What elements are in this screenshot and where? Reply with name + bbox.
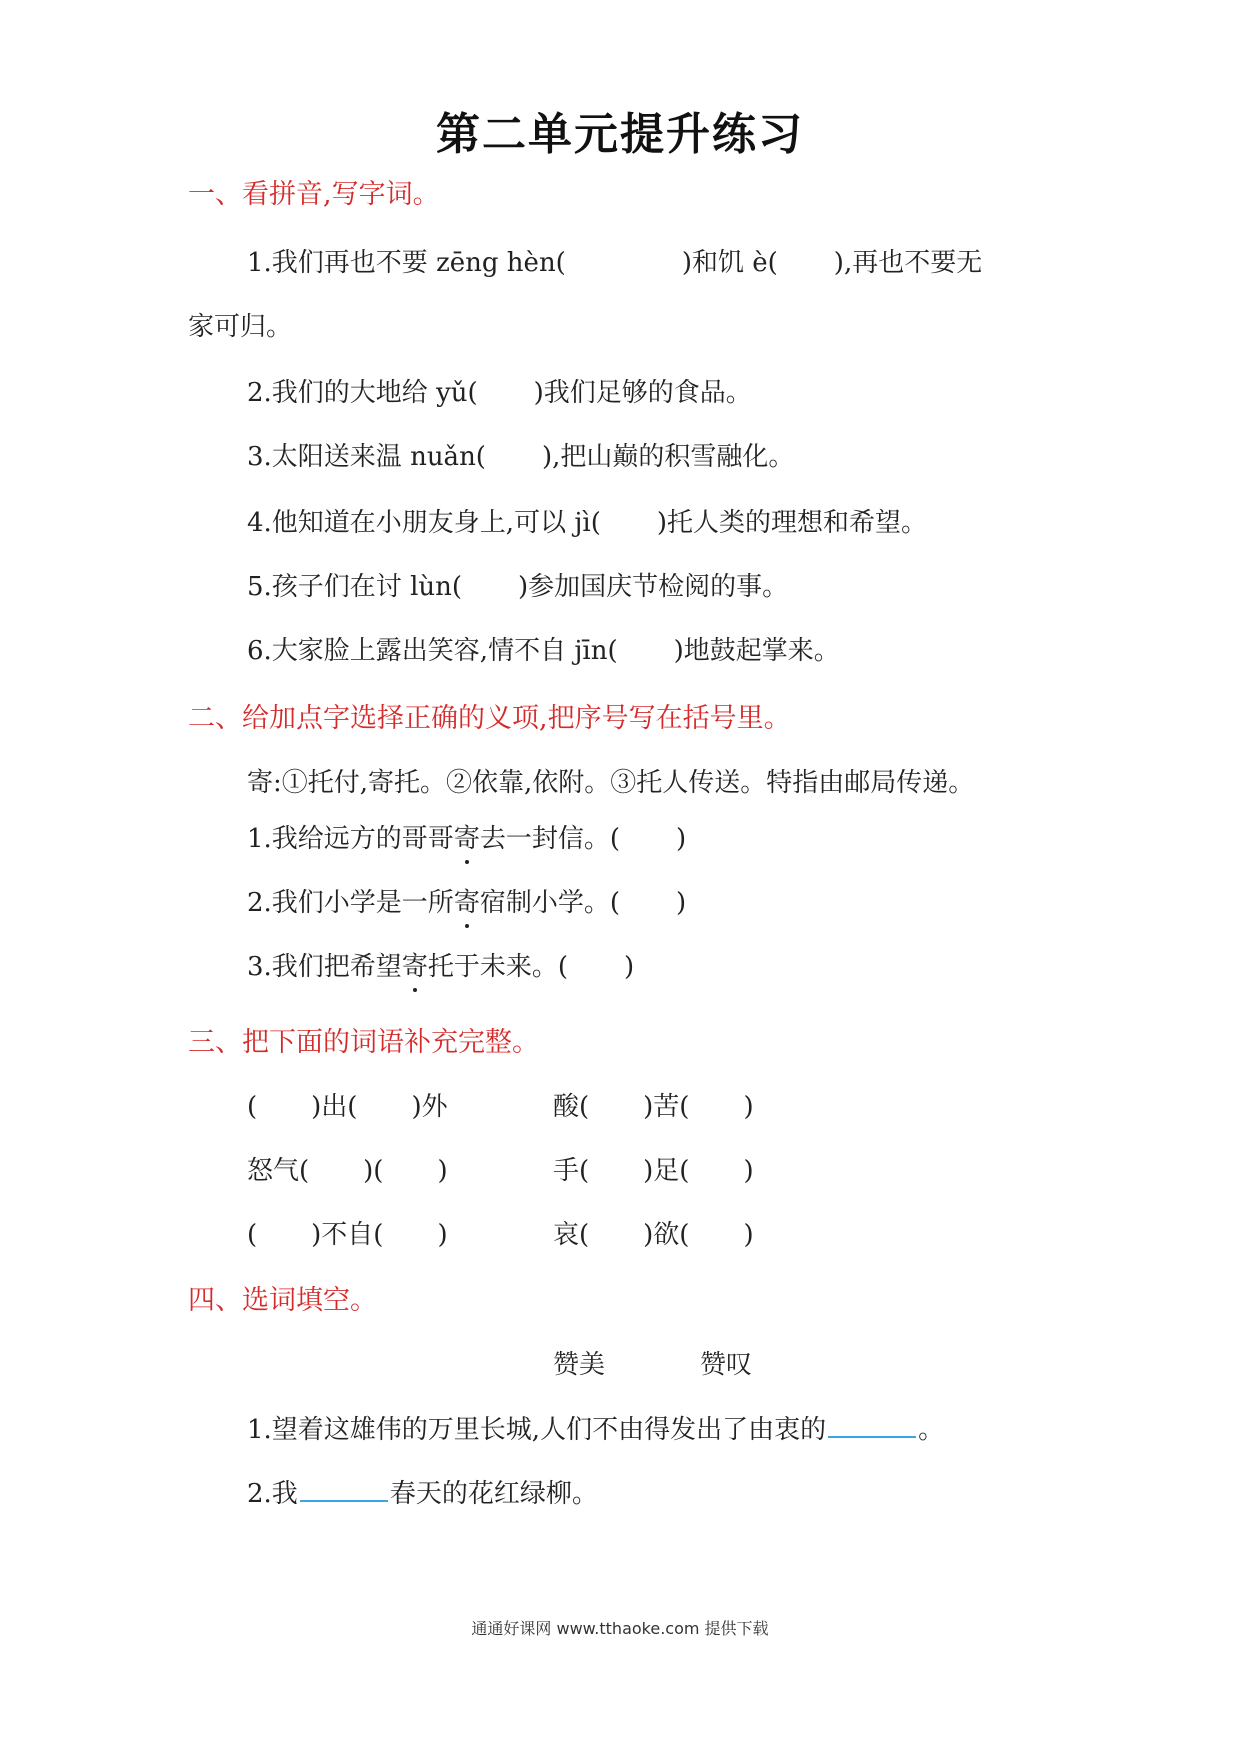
s3-r1r-1: 酸( bbox=[553, 1092, 590, 1122]
s2-q2-text-c: ) bbox=[675, 888, 687, 918]
page-title: 第二单元提升练习 bbox=[436, 109, 804, 160]
s2-q2 bbox=[247, 882, 686, 919]
s1-q1-line1 bbox=[247, 242, 982, 279]
s3-row1-right bbox=[553, 1086, 754, 1123]
s2-definition: 寄:①托付,寄托。②依靠,依附。③托人传送。特指由邮局传递。 bbox=[247, 768, 975, 798]
s3-r3l-3: ) bbox=[437, 1220, 448, 1250]
s2-q3-text-c: ) bbox=[623, 952, 635, 982]
s4-q2-fill-blank[interactable] bbox=[300, 1472, 388, 1502]
s1-q1-line2: 家可归。 bbox=[188, 312, 293, 342]
section-2-heading: 二、给加点字选择正确的义项,把序号写在括号里。 bbox=[188, 703, 791, 734]
s1-q3-text-b: ),把山巅的积雪融化。 bbox=[541, 442, 795, 472]
s4-word-choice-1: 赞美 bbox=[553, 1350, 606, 1380]
s3-r2r-2: )足( bbox=[643, 1156, 690, 1186]
s1-q1-text-b: )和饥 è( bbox=[681, 248, 778, 278]
s4-q2-text-a: 2.我 bbox=[247, 1479, 298, 1509]
s3-row2-left bbox=[247, 1150, 448, 1187]
s1-q4 bbox=[247, 502, 927, 539]
s3-r1r-3: ) bbox=[743, 1092, 754, 1122]
s3-row2-right bbox=[553, 1150, 754, 1187]
s4-q1-fill-blank[interactable] bbox=[828, 1408, 916, 1438]
s2-q2-dotted-char: 寄 bbox=[454, 882, 480, 919]
s2-q3 bbox=[247, 946, 634, 983]
s2-q1-dotted-char: 寄 bbox=[454, 818, 480, 855]
s4-q2 bbox=[247, 1472, 598, 1510]
s3-r2l-2: )( bbox=[363, 1156, 384, 1186]
s3-r3r-1: 哀( bbox=[553, 1220, 590, 1250]
s1-q1-text-a: 1.我们再也不要 zēng hèn( bbox=[247, 248, 566, 278]
s1-q5-text-a: 5.孩子们在讨 lùn( bbox=[247, 572, 463, 602]
s4-word-choice-2: 赞叹 bbox=[700, 1350, 753, 1380]
s3-r3r-3: ) bbox=[743, 1220, 754, 1250]
s1-q2 bbox=[247, 372, 752, 409]
s3-r1l-3: )外 bbox=[411, 1092, 448, 1122]
s3-r2l-3: ) bbox=[437, 1156, 448, 1186]
s1-q6 bbox=[247, 630, 840, 667]
s2-q2-text-a: 2.我们小学是一所 bbox=[247, 888, 454, 918]
s1-q3-text-a: 3.太阳送来温 nuǎn( bbox=[247, 442, 486, 472]
s3-r2r-1: 手( bbox=[553, 1156, 590, 1186]
s1-q6-text-b: )地鼓起掌来。 bbox=[673, 636, 840, 666]
s1-q2-text-b: )我们足够的食品。 bbox=[533, 378, 752, 408]
s1-q1-text-c: ),再也不要无 bbox=[833, 248, 983, 278]
s2-q3-text-a: 3.我们把希望 bbox=[247, 952, 402, 982]
section-4-heading: 四、选词填空。 bbox=[188, 1285, 377, 1316]
s1-q2-text-a: 2.我们的大地给 yǔ( bbox=[247, 378, 478, 408]
s3-row3-left bbox=[247, 1214, 448, 1251]
s4-q1 bbox=[247, 1408, 944, 1446]
s1-q6-text-a: 6.大家脸上露出笑容,情不自 jīn( bbox=[247, 636, 618, 666]
s3-r1r-2: )苦( bbox=[643, 1092, 690, 1122]
s4-q1-text-a: 1.望着这雄伟的万里长城,人们不由得发出了由衷的 bbox=[247, 1415, 827, 1445]
s1-q5-text-b: )参加国庆节检阅的事。 bbox=[518, 572, 789, 602]
s4-q2-text-b: 春天的花红绿柳。 bbox=[389, 1479, 598, 1509]
s3-row1-left bbox=[247, 1086, 448, 1123]
section-1-heading: 一、看拼音,写字词。 bbox=[188, 179, 440, 210]
s2-q1 bbox=[247, 818, 686, 855]
s2-q3-text-b: 托于未来。( bbox=[427, 952, 568, 982]
s3-r2r-3: ) bbox=[743, 1156, 754, 1186]
s1-q3 bbox=[247, 436, 794, 473]
s1-q4-text-a: 4.他知道在小朋友身上,可以 jì( bbox=[247, 508, 601, 538]
s3-r2l-1: 怒气( bbox=[247, 1156, 310, 1186]
s1-q4-text-b: )托人类的理想和希望。 bbox=[656, 508, 928, 538]
s2-q3-dotted-char: 寄 bbox=[402, 946, 428, 983]
s2-q1-text-a: 1.我给远方的哥哥 bbox=[247, 824, 454, 854]
s3-r3l-2: )不自( bbox=[311, 1220, 384, 1250]
s3-r1l-2: )出( bbox=[311, 1092, 358, 1122]
s2-q1-text-c: ) bbox=[675, 824, 687, 854]
s2-q2-text-b: 宿制小学。( bbox=[479, 888, 620, 918]
footer-credit: 通通好课网 www.tthaoke.com 提供下载 bbox=[471, 1619, 769, 1638]
s3-r3r-2: )欲( bbox=[643, 1220, 690, 1250]
section-3-heading: 三、把下面的词语补充完整。 bbox=[188, 1027, 539, 1058]
s3-r3l-1: ( bbox=[247, 1220, 258, 1250]
s2-q1-text-b: 去一封信。( bbox=[479, 824, 620, 854]
s3-r1l-1: ( bbox=[247, 1092, 258, 1122]
s3-row3-right bbox=[553, 1214, 754, 1251]
s4-q1-text-b: 。 bbox=[918, 1415, 945, 1445]
s1-q5 bbox=[247, 566, 788, 603]
